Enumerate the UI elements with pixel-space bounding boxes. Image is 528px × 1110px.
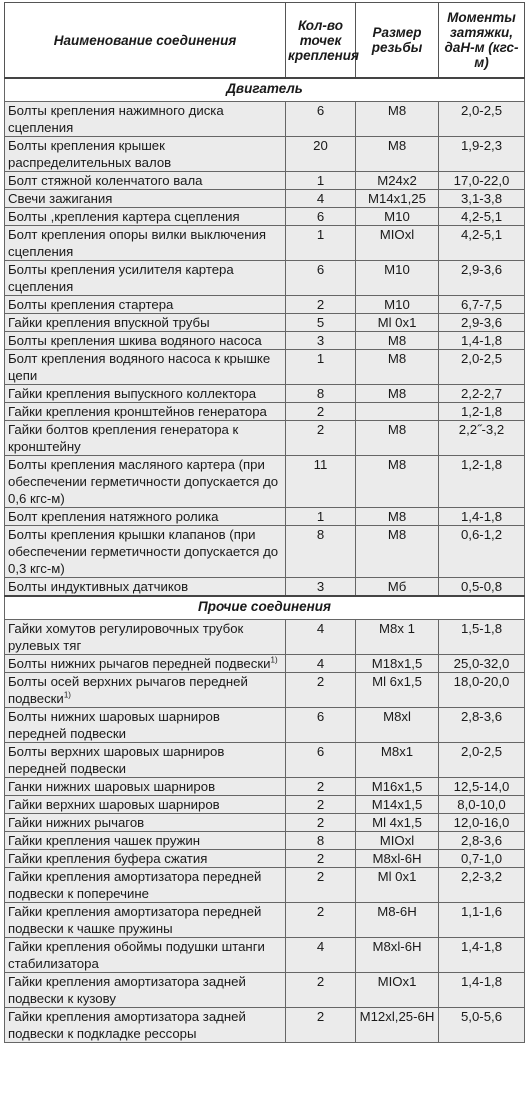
header-torque: Моменты затяжки, даН-м (кгс-м) [439,3,525,79]
cell-torque: 18,0-20,0 [439,673,525,708]
cell-size: Ml 4х1,5 [356,814,439,832]
cell-torque: 12,0-16,0 [439,814,525,832]
header-size: Размер резьбы [356,3,439,79]
cell-size [356,403,439,421]
cell-size: M8xl-6H [356,850,439,868]
cell-size: М10 [356,261,439,296]
cell-name [5,403,286,421]
cell-name [5,868,286,903]
connection-name: Болты крепления масляного картера (при обеспечении герметичности допускается до 0,6 кгс-м) [8,457,279,506]
cell-torque: 2,2-3,2 [439,868,525,903]
table-row [5,973,525,1008]
connection-name: Гайки крепления кронштейнов генератора [8,404,267,419]
cell-name [5,903,286,938]
connection-name: Гайки хомутов регулировочных трубок рулевых тяг [8,621,244,653]
cell-count: 6 [286,208,356,226]
cell-count: 20 [286,137,356,172]
cell-size: M12xl,25-6H [356,1008,439,1043]
table-row [5,903,525,938]
connection-name: Болт крепления натяжного ролика [8,509,219,524]
cell-count: 2 [286,850,356,868]
connection-name: Болты крепления крышки клапанов (при обеспечении герметичности допускается до 0,3 кгс-м) [8,527,279,576]
cell-size: M8xl-6H [356,938,439,973]
cell-count: 6 [286,102,356,137]
cell-size: М8-6Н [356,903,439,938]
connection-name: Болты крепления крышек распределительных валов [8,138,172,170]
table-row [5,314,525,332]
connection-name: Болты осей верхних рычагов передней подвески [8,674,248,706]
cell-size: М8 [356,350,439,385]
torque-table-wrapper [4,2,524,1043]
header-row [5,3,525,79]
cell-torque: 1,4-1,8 [439,508,525,526]
cell-size: Мб [356,578,439,597]
cell-name [5,332,286,350]
cell-torque: 2,8-3,6 [439,708,525,743]
cell-size: М8 [356,508,439,526]
cell-size: М24х2 [356,172,439,190]
connection-name: Болты крепления стартера [8,297,174,312]
cell-name [5,296,286,314]
table-row [5,102,525,137]
cell-size: М10 [356,296,439,314]
section-header-row [5,78,525,102]
cell-count: 2 [286,421,356,456]
connection-name: Болты верхних шаровых шарниров передней подвески [8,744,225,776]
cell-count: 6 [286,708,356,743]
cell-name [5,208,286,226]
connection-name: Гайки болтов крепления генератора к кронштейну [8,422,239,454]
cell-size: М14х1,25 [356,190,439,208]
cell-torque: 2,2˝-3,2 [439,421,525,456]
cell-torque: 0,5-0,8 [439,578,525,597]
cell-size: М14х1,5 [356,796,439,814]
cell-name [5,578,286,597]
table-row [5,190,525,208]
cell-count: 6 [286,743,356,778]
table-row [5,296,525,314]
table-row [5,1008,525,1043]
cell-torque: 1,4-1,8 [439,973,525,1008]
cell-torque: 8,0-10,0 [439,796,525,814]
table-row [5,526,525,578]
table-row [5,208,525,226]
table-row [5,456,525,508]
cell-size: МIOxl [356,226,439,261]
cell-size: М8 [356,385,439,403]
table-row [5,578,525,597]
cell-count: 2 [286,778,356,796]
cell-torque: 2,0-2,5 [439,350,525,385]
cell-torque: 1,5-1,8 [439,620,525,655]
cell-name [5,172,286,190]
cell-count: 2 [286,973,356,1008]
table-row [5,421,525,456]
cell-torque: 2,8-3,6 [439,832,525,850]
cell-count: 1 [286,226,356,261]
cell-name [5,673,286,708]
footnote-mark: 1) [270,655,278,665]
table-row [5,778,525,796]
cell-count: 2 [286,814,356,832]
cell-name [5,137,286,172]
connection-name: Болты нижних рычагов передней подвески [8,656,271,671]
table-row [5,332,525,350]
connection-name: Гайки нижних рычагов [8,815,145,830]
cell-torque: 3,1-3,8 [439,190,525,208]
connection-name: Болт крепления опоры вилки выключения сцепления [8,227,267,259]
cell-size: Ml 0x1 [356,314,439,332]
connection-name: Гайки крепления буфера сжатия [8,851,208,866]
table-row [5,708,525,743]
cell-size: Ml 0x1 [356,868,439,903]
cell-name [5,973,286,1008]
table-row [5,403,525,421]
table-row [5,620,525,655]
table-row [5,385,525,403]
cell-count: 8 [286,526,356,578]
cell-count: 2 [286,403,356,421]
connection-name: Гайки крепления чашек пружин [8,833,201,848]
cell-size: МIOxl [356,832,439,850]
cell-size: М10 [356,208,439,226]
header-count: Кол-во точек крепления [286,3,356,79]
connection-name: Гайки верхних шаровых шарниров [8,797,220,812]
section-title: Двигатель [5,78,525,102]
table-row [5,850,525,868]
cell-count: 4 [286,620,356,655]
connection-name: Болт стяжной коленчатого вала [8,173,203,188]
table-row [5,814,525,832]
connection-name: Гайки крепления амортизатора задней подвески к подкладке рессоры [8,1009,246,1041]
cell-name [5,655,286,673]
cell-name [5,190,286,208]
table-row [5,261,525,296]
connection-name: Ганки нижних шаровых шарниров [8,779,216,794]
connection-name: Гайки крепления впускной трубы [8,315,210,330]
cell-torque: 2,9-3,6 [439,314,525,332]
cell-count: 8 [286,385,356,403]
cell-torque: 1,2-1,8 [439,456,525,508]
cell-count: 8 [286,832,356,850]
cell-torque: 25,0-32,0 [439,655,525,673]
connection-name: Гайки крепления выпускного коллектора [8,386,257,401]
cell-torque: 12,5-14,0 [439,778,525,796]
connection-name: Гайки крепления амортизатора задней подвески к кузову [8,974,246,1006]
cell-torque: 6,7-7,5 [439,296,525,314]
table-row [5,137,525,172]
cell-count: 3 [286,332,356,350]
cell-name [5,938,286,973]
cell-name [5,421,286,456]
cell-name [5,814,286,832]
cell-name [5,743,286,778]
cell-torque: 1,1-1,6 [439,903,525,938]
connection-name: Болты нижних шаровых шарниров передней подвески [8,709,220,741]
cell-name [5,832,286,850]
cell-name [5,226,286,261]
table-row [5,743,525,778]
table-row [5,938,525,973]
cell-count: 2 [286,868,356,903]
cell-name [5,261,286,296]
cell-torque: 2,0-2,5 [439,743,525,778]
cell-torque: 0,6-1,2 [439,526,525,578]
table-row [5,508,525,526]
cell-count: 3 [286,578,356,597]
connection-name: Болты крепления шкива водяного насоса [8,333,262,348]
cell-size: М8х1 [356,743,439,778]
cell-name [5,708,286,743]
cell-size: М8 [356,456,439,508]
table-row [5,226,525,261]
cell-count: 1 [286,350,356,385]
cell-torque: 4,2-5,1 [439,208,525,226]
table-row [5,673,525,708]
cell-name [5,778,286,796]
cell-name [5,314,286,332]
cell-count: 2 [286,903,356,938]
cell-size: М8 [356,102,439,137]
cell-torque: 1,4-1,8 [439,938,525,973]
footnote-mark: 1) [63,690,71,700]
cell-name [5,620,286,655]
connection-name: Болт крепления водяного насоса к крышке цепи [8,351,271,383]
cell-size: М16х1,5 [356,778,439,796]
cell-count: 2 [286,1008,356,1043]
cell-size: М18х1,5 [356,655,439,673]
cell-size: М8х 1 [356,620,439,655]
connection-name: Свечи зажигания [8,191,113,206]
cell-size: М8 [356,421,439,456]
cell-size: М8 [356,332,439,350]
cell-name [5,456,286,508]
cell-torque: 2,2-2,7 [439,385,525,403]
table-row [5,796,525,814]
cell-size: Ml 6х1,5 [356,673,439,708]
cell-torque: 4,2-5,1 [439,226,525,261]
connection-name: Болты индуктивных датчиков [8,579,189,594]
cell-name [5,1008,286,1043]
connection-name: Болты крепления усилителя картера сцепления [8,262,234,294]
cell-count: 1 [286,508,356,526]
cell-torque: 5,0-5,6 [439,1008,525,1043]
connection-name: Гайки крепления амортизатора передней подвески к поперечине [8,869,262,901]
cell-torque: 2,0-2,5 [439,102,525,137]
cell-count: 6 [286,261,356,296]
cell-name [5,850,286,868]
table-row [5,868,525,903]
cell-size: МIOх1 [356,973,439,1008]
section-header-row [5,596,525,620]
header-name: Наименование соединения [5,3,286,79]
cell-count: 2 [286,296,356,314]
cell-torque: 1,2-1,8 [439,403,525,421]
cell-name [5,350,286,385]
cell-size: М8 [356,526,439,578]
cell-size: M8xl [356,708,439,743]
cell-count: 11 [286,456,356,508]
table-row [5,832,525,850]
connection-name: Болты крепления нажимного диска сцепления [8,103,224,135]
section-title: Прочие соединения [5,596,525,620]
connection-name: Болты ,крепления картера сцепления [8,209,240,224]
cell-count: 1 [286,172,356,190]
cell-torque: 17,0-22,0 [439,172,525,190]
table-row [5,172,525,190]
cell-count: 4 [286,655,356,673]
cell-count: 5 [286,314,356,332]
cell-name [5,508,286,526]
cell-count: 4 [286,938,356,973]
torque-table [4,2,525,1043]
cell-count: 2 [286,673,356,708]
cell-name [5,385,286,403]
table-row [5,350,525,385]
cell-torque: 0,7-1,0 [439,850,525,868]
connection-name: Гайки крепления амортизатора передней подвески к чашке пружины [8,904,262,936]
cell-torque: 1,4-1,8 [439,332,525,350]
table-row [5,655,525,673]
cell-torque: 1,9-2,3 [439,137,525,172]
table-body [5,78,525,1043]
cell-name [5,526,286,578]
cell-count: 2 [286,796,356,814]
cell-count: 4 [286,190,356,208]
cell-torque: 2,9-3,6 [439,261,525,296]
connection-name: Гайки крепления обоймы подушки штанги стабилизатора [8,939,265,971]
cell-size: М8 [356,137,439,172]
cell-name [5,102,286,137]
cell-name [5,796,286,814]
